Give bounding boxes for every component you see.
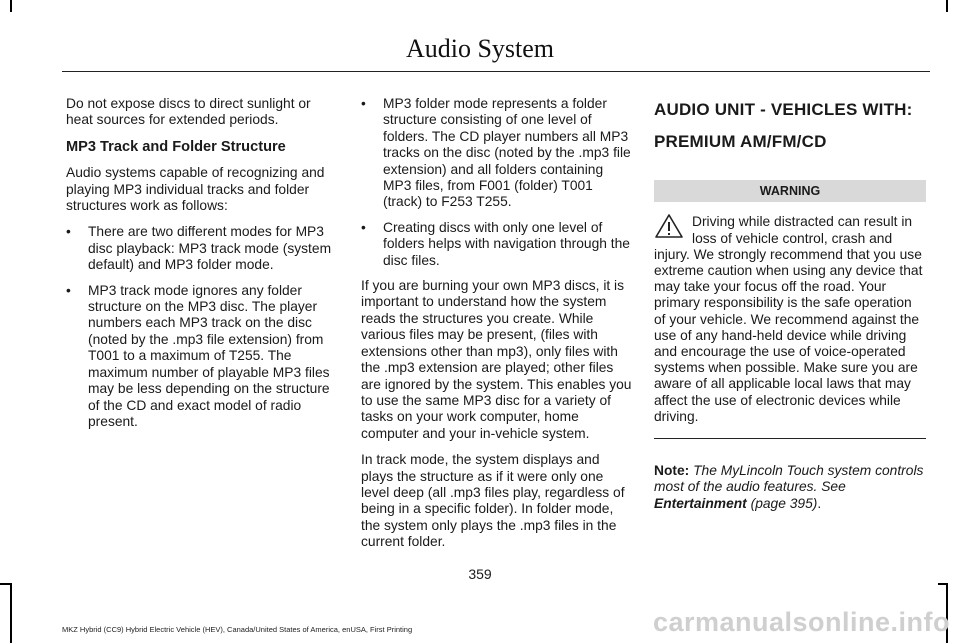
middle-column [361,96,633,561]
crop-mark-top-right [946,0,948,12]
note [654,463,926,512]
list-item [361,96,633,211]
page-reference: (page 395) [750,495,818,511]
page-number: 359 [468,566,492,582]
warning-box [654,214,926,425]
section-heading: MP3 Track and Folder Structure [66,138,286,155]
paragraph: Do not expose discs to direct sunlight or heat sources for extended periods. [66,96,311,128]
warning-triangle-icon [654,213,684,239]
bullet-list [361,96,633,269]
crop-mark-top-left [10,0,12,12]
chapter-heading [654,98,926,153]
header-rule [62,71,930,72]
crop-mark-bottom-left-h [0,583,12,585]
crop-mark-bottom-right-h [938,583,948,585]
list-item-text: MP3 folder mode represents a folder structure consisting of one level of folders. The CD player numbers all MP3 tracks on the disc (noted by the .mp3 file extension) and all folders containing MP3 files, from F001 (folder) T001 (track) to F253 T255. [383,96,631,210]
list-item-text: There are two different modes for MP3 disc playback: MP3 track mode (system default) and MP3 folder mode. [88,224,332,273]
entertainment-link[interactable]: Entertainment [654,495,747,511]
crop-mark-bottom-left [10,583,12,643]
bullet-icon: • [361,96,366,111]
watermark: carmanualsonline.info [652,607,950,637]
warning-rule [654,438,926,439]
list-item [66,224,338,273]
paragraph: In track mode, the system displays and plays the structure as if it were only one level deep (all .mp3 files play, regardless of being in a specific folder). In folder mode, the system only plays the .mp3 files in the current folder. [361,452,625,550]
bullet-icon: • [361,219,366,235]
section-title: Audio System [405,34,555,63]
paragraph: If you are burning your own MP3 discs, it is important to understand how the system reads the structures you create. While various files may be present, (files with extensions other than mp3), only files with the .mp3 extension are played; other files are ignored by the system. This enables you to use the same MP3 disc for a variety of tasks on your work computer, home computer and your in-vehicle system. [361,278,632,441]
bullet-list [66,224,338,430]
warning-text: Driving while distracted can result in loss of vehicle control, crash and injury. We strongly recommend that you use extreme caution when using any device that may take your focus off the road. Your primary responsibility is the safe operation of your vehicle. We recommend against the use of any hand-held device while driving and encourage the use of voice-operated systems when possible. Make sure you are aware of all applicable local laws that may affect the use of electronic devices while driving. [654,214,923,424]
note-period: . [817,495,822,511]
list-item-text: Creating discs with only one level of folders helps with navigation through the disc files. [383,219,630,268]
bullet-icon: • [66,224,71,240]
list-item [361,220,633,269]
bullet-icon: • [66,282,71,298]
right-column [654,98,926,512]
note-label: Note: [654,463,690,479]
chapter-heading-line: AUDIO UNIT - VEHICLES WITH: [654,100,913,119]
warning-banner: WARNING [654,180,926,202]
list-item-text: MP3 track mode ignores any folder structure on the MP3 disc. The player numbers each MP3 track on the disc (noted by the .mp3 file extension) from T001 to a maximum of T255. The maximum number of playable MP3 files may be less depending on the structure of the CD and exact model of radio present. [88,282,330,429]
paragraph: Audio systems capable of recognizing and playing MP3 individual tracks and folder structures work as follows: [66,165,325,214]
footer-text: MKZ Hybrid (CC9) Hybrid Electric Vehicle (HEV), Canada/United States of America, enUSA, First Printing [62,625,413,634]
list-item [66,283,338,431]
chapter-heading-line: PREMIUM AM/FM/CD [654,132,827,151]
left-column [66,96,338,439]
note-text: The MyLincoln Touch system controls most of the audio features. See [654,463,924,495]
